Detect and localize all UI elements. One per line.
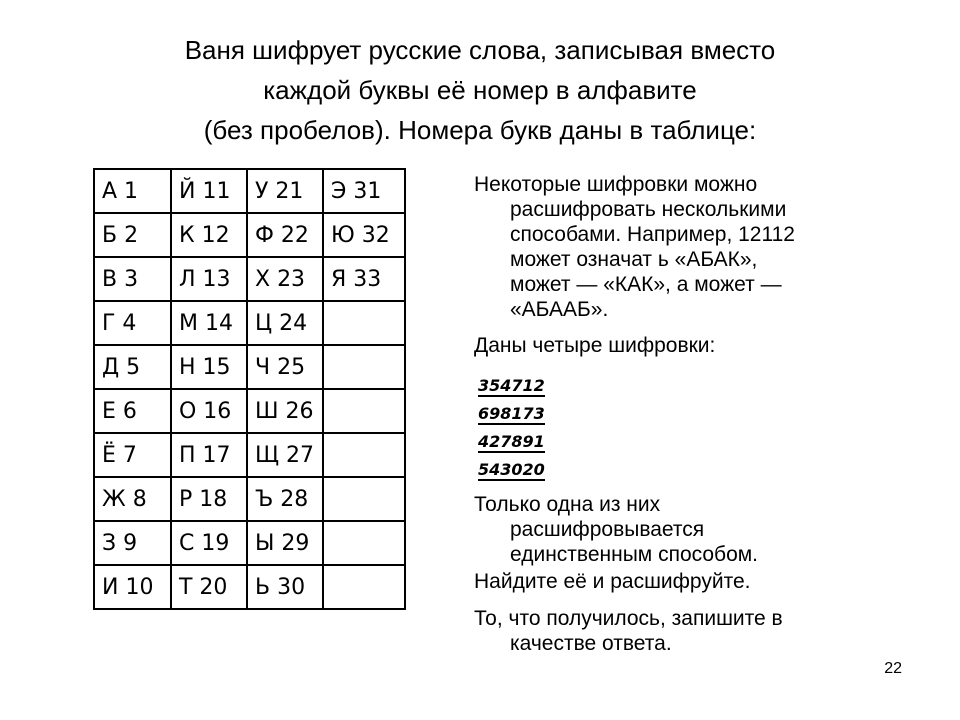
code-list xyxy=(474,372,545,484)
code-value: 427891 xyxy=(478,432,545,451)
table-cell: С 19 xyxy=(171,521,247,565)
table-row xyxy=(94,521,405,565)
table-cell: Н 15 xyxy=(171,345,247,389)
table-row xyxy=(94,301,405,345)
table-cell xyxy=(323,389,405,433)
table-row xyxy=(94,389,405,433)
code-value: 354712 xyxy=(478,376,545,395)
table-cell: А 1 xyxy=(94,169,171,213)
table-cell: К 12 xyxy=(171,213,247,257)
table-cell: Ю 32 xyxy=(323,213,405,257)
table-cell xyxy=(323,301,405,345)
code-item xyxy=(474,428,545,456)
table-cell: Б 2 xyxy=(94,213,171,257)
table-cell: О 16 xyxy=(171,389,247,433)
table-cell: Ы 29 xyxy=(247,521,323,565)
paragraph-answer xyxy=(474,606,904,656)
table-cell: Ч 25 xyxy=(247,345,323,389)
paragraph-line: единственным способом. xyxy=(510,543,759,566)
table-cell: Ё 7 xyxy=(94,433,171,477)
table-row xyxy=(94,477,405,521)
table-cell: Ц 24 xyxy=(247,301,323,345)
table-cell: Я 33 xyxy=(323,257,405,301)
table-cell: Х 23 xyxy=(247,257,323,301)
table-cell: У 21 xyxy=(247,169,323,213)
paragraph-given-codes xyxy=(474,333,904,358)
table-cell xyxy=(323,477,405,521)
paragraph-line: расшифровывается xyxy=(510,518,705,541)
table-cell: З 9 xyxy=(94,521,171,565)
title-line-2: каждой буквы её номер в алфавите xyxy=(263,75,697,105)
table-cell: В 3 xyxy=(94,257,171,301)
table-cell xyxy=(323,565,405,609)
table-cell: Г 4 xyxy=(94,301,171,345)
table-cell: И 10 xyxy=(94,565,171,609)
paragraph-line: То, что получилось, запишите в xyxy=(474,607,783,630)
code-item xyxy=(474,400,545,428)
title-line-1: Ваня шифрует русские слова, записывая вместо xyxy=(184,35,776,65)
code-item xyxy=(474,372,545,400)
table-cell: Щ 27 xyxy=(247,433,323,477)
table-cell: Ф 22 xyxy=(247,213,323,257)
table-cell: Е 6 xyxy=(94,389,171,433)
paragraph-line: Даны четыре шифровки: xyxy=(474,334,716,357)
slide-title xyxy=(40,30,920,150)
table-cell xyxy=(323,345,405,389)
paragraph-line: Найдите её и расшифруйте. xyxy=(474,570,751,593)
table-cell: Й 11 xyxy=(171,169,247,213)
table-row xyxy=(94,213,405,257)
table-row xyxy=(94,565,405,609)
code-value: 543020 xyxy=(478,460,545,479)
paragraph-line: Только одна из них xyxy=(474,493,661,516)
title-line-3: (без пробелов). Номера букв даны в таблице: xyxy=(203,115,757,145)
table-row xyxy=(94,433,405,477)
paragraph-line: расшифровать несколькими xyxy=(510,198,787,221)
paragraph-line: Некоторые шифровки можно xyxy=(474,173,758,196)
code-item xyxy=(474,456,545,484)
paragraph-line: способами. Например, 12112 xyxy=(510,223,795,246)
table-cell: Ь 30 xyxy=(247,565,323,609)
table-row xyxy=(94,257,405,301)
paragraph-find xyxy=(474,569,904,594)
alphabet-table xyxy=(93,168,406,610)
table-cell xyxy=(323,433,405,477)
paragraph-line: может означат ь «АБАК», xyxy=(510,248,758,271)
page-number: 22 xyxy=(884,660,902,677)
table-cell xyxy=(323,521,405,565)
paragraph-line: качестве ответа. xyxy=(510,632,672,655)
table-cell: Д 5 xyxy=(94,345,171,389)
table-cell: Ш 26 xyxy=(247,389,323,433)
table-row xyxy=(94,345,405,389)
table-cell: Л 13 xyxy=(171,257,247,301)
table-cell: П 17 xyxy=(171,433,247,477)
table-cell: Р 18 xyxy=(171,477,247,521)
paragraph-line: «АБААБ». xyxy=(510,298,609,321)
paragraph-line: может — «КАК», а может — xyxy=(510,273,782,296)
table-cell: Ъ 28 xyxy=(247,477,323,521)
paragraph-ambiguity xyxy=(474,172,904,322)
table-cell: Т 20 xyxy=(171,565,247,609)
code-value: 698173 xyxy=(478,404,545,423)
table-row xyxy=(94,169,405,213)
paragraph-only-one xyxy=(474,492,904,567)
table-cell: Э 31 xyxy=(323,169,405,213)
table-cell: М 14 xyxy=(171,301,247,345)
table-cell: Ж 8 xyxy=(94,477,171,521)
